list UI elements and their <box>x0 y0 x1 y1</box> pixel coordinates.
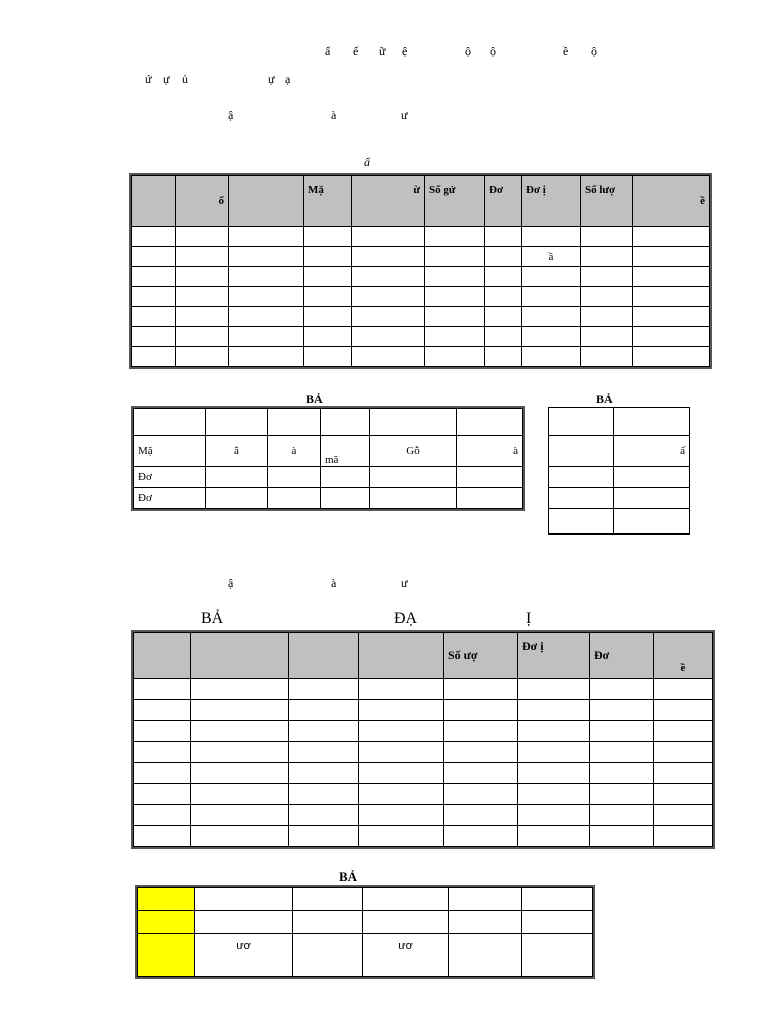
cell <box>321 467 370 488</box>
text-fragment: ư <box>401 576 408 590</box>
header-cell <box>191 633 289 679</box>
text-fragment: ậ <box>228 576 234 590</box>
cell <box>134 742 191 763</box>
cell: ươ <box>363 934 449 977</box>
header-cell: Số lượ <box>581 176 633 227</box>
cell <box>134 805 191 826</box>
cell <box>590 721 654 742</box>
cell <box>304 247 352 267</box>
table-row <box>132 267 710 287</box>
cell <box>614 509 690 534</box>
cell <box>633 227 710 247</box>
cell <box>444 700 518 721</box>
header-cell <box>359 633 444 679</box>
cell <box>191 721 289 742</box>
cell <box>654 700 713 721</box>
cell <box>633 287 710 307</box>
cell <box>522 307 581 327</box>
cell <box>522 934 593 977</box>
text-fragment: à <box>331 576 337 590</box>
cell <box>581 327 633 347</box>
cell <box>590 742 654 763</box>
cell <box>581 287 633 307</box>
cell <box>522 888 593 911</box>
cell <box>370 488 457 509</box>
header-cell <box>132 176 176 227</box>
table-row <box>132 307 710 327</box>
cell <box>633 307 710 327</box>
cell <box>654 721 713 742</box>
cell <box>654 679 713 700</box>
cell <box>293 911 363 934</box>
cell <box>549 408 614 436</box>
cell <box>352 287 425 307</box>
cell <box>425 267 485 287</box>
table2 <box>133 408 523 509</box>
cell: ấ <box>614 436 690 467</box>
cell <box>191 784 289 805</box>
cell <box>132 267 176 287</box>
table-row <box>134 742 713 763</box>
cell <box>132 347 176 367</box>
cell <box>134 763 191 784</box>
cell <box>654 784 713 805</box>
header-cell: Mặ <box>304 176 352 227</box>
table-row <box>134 679 713 700</box>
cell <box>191 679 289 700</box>
cell <box>191 700 289 721</box>
cell <box>485 247 522 267</box>
cell <box>289 679 359 700</box>
header-cell <box>229 176 304 227</box>
cell <box>581 247 633 267</box>
cell <box>449 911 522 934</box>
cell <box>449 888 522 911</box>
cell <box>457 488 523 509</box>
cell <box>518 763 590 784</box>
table-row <box>132 287 710 307</box>
cell <box>191 763 289 784</box>
table-row <box>134 700 713 721</box>
cell <box>229 247 304 267</box>
cell <box>268 488 321 509</box>
cell <box>195 911 293 934</box>
cell <box>176 247 229 267</box>
cell: ắ <box>206 436 268 467</box>
cell <box>191 805 289 826</box>
cell <box>229 307 304 327</box>
table4 <box>133 632 713 847</box>
cell <box>549 436 614 467</box>
table1-caption: ẩ <box>364 155 370 169</box>
cell <box>352 247 425 267</box>
header-cell <box>289 633 359 679</box>
cell <box>176 227 229 247</box>
text-fragment: ư <box>401 108 408 122</box>
cell <box>229 267 304 287</box>
cell: Mặ <box>134 436 206 467</box>
text-fragment: ộ <box>591 44 597 58</box>
table-row <box>134 805 713 826</box>
cell <box>370 409 457 436</box>
cell <box>633 347 710 367</box>
cell <box>289 700 359 721</box>
header-cell: Số gử <box>425 176 485 227</box>
cell <box>633 247 710 267</box>
cell <box>134 679 191 700</box>
table3 <box>548 407 690 535</box>
cell <box>132 307 176 327</box>
cell <box>359 805 444 826</box>
cell <box>176 347 229 367</box>
cell <box>289 805 359 826</box>
cell <box>522 227 581 247</box>
cell <box>138 888 195 911</box>
table5-title: BẢ <box>339 869 358 884</box>
header-cell: Đơ ị <box>518 633 590 679</box>
cell <box>518 784 590 805</box>
cell <box>134 826 191 847</box>
header-cell: Số ượ <box>444 633 518 679</box>
cell <box>229 227 304 247</box>
header-cell: ề <box>654 633 713 679</box>
cell <box>590 679 654 700</box>
cell <box>352 307 425 327</box>
cell <box>518 805 590 826</box>
cell <box>321 488 370 509</box>
cell <box>268 409 321 436</box>
cell <box>522 347 581 367</box>
cell <box>359 826 444 847</box>
cell <box>176 307 229 327</box>
cell <box>304 267 352 287</box>
cell <box>191 742 289 763</box>
cell <box>425 287 485 307</box>
cell <box>359 763 444 784</box>
cell <box>485 227 522 247</box>
cell: Gỗ <box>370 436 457 467</box>
text-fragment: ệ <box>402 44 408 58</box>
cell <box>449 934 522 977</box>
cell: ươ <box>195 934 293 977</box>
text-fragment: ề <box>563 44 569 58</box>
table-row <box>132 247 710 267</box>
header-cell: ề <box>633 176 710 227</box>
cell <box>549 467 614 488</box>
cell <box>633 327 710 347</box>
cell <box>134 784 191 805</box>
text-fragment: ộ <box>490 44 496 58</box>
cell <box>590 784 654 805</box>
cell <box>444 742 518 763</box>
cell <box>359 784 444 805</box>
table-row <box>132 327 710 347</box>
cell <box>633 267 710 287</box>
cell <box>359 700 444 721</box>
cell <box>654 805 713 826</box>
header-cell: ố <box>176 176 229 227</box>
cell <box>132 227 176 247</box>
cell <box>293 934 363 977</box>
cell <box>176 327 229 347</box>
cell <box>549 509 614 534</box>
cell <box>289 784 359 805</box>
cell <box>425 227 485 247</box>
table2-title: BẢ <box>306 392 323 406</box>
cell <box>289 763 359 784</box>
table-row <box>134 826 713 847</box>
cell <box>485 347 522 367</box>
cell <box>654 763 713 784</box>
section-title-part: ĐẠ <box>394 610 418 627</box>
cell <box>457 467 523 488</box>
cell <box>590 805 654 826</box>
cell <box>614 467 690 488</box>
cell <box>132 327 176 347</box>
text-fragment: ế <box>353 44 359 58</box>
cell <box>229 327 304 347</box>
cell <box>518 721 590 742</box>
cell <box>352 327 425 347</box>
table-row <box>134 784 713 805</box>
cell <box>206 467 268 488</box>
cell <box>304 307 352 327</box>
cell: mã <box>321 436 370 467</box>
cell <box>590 700 654 721</box>
text-fragment: ạ <box>285 72 291 86</box>
cell <box>304 327 352 347</box>
cell <box>289 721 359 742</box>
section-title-part: BẢ <box>201 610 224 627</box>
cell <box>485 307 522 327</box>
cell <box>522 287 581 307</box>
header-cell <box>134 633 191 679</box>
text-fragment: ữ <box>379 44 386 58</box>
table-row <box>132 347 710 367</box>
table5 <box>137 887 593 977</box>
cell <box>363 888 449 911</box>
cell <box>304 287 352 307</box>
cell <box>138 911 195 934</box>
cell: Đơ <box>134 488 206 509</box>
cell <box>352 227 425 247</box>
header-cell: ừ <box>352 176 425 227</box>
cell <box>654 826 713 847</box>
cell <box>359 679 444 700</box>
header-cell: Đơ <box>590 633 654 679</box>
cell <box>293 888 363 911</box>
cell <box>304 347 352 367</box>
text-fragment: ủ <box>182 72 188 86</box>
cell <box>549 488 614 509</box>
cell <box>425 327 485 347</box>
cell <box>444 784 518 805</box>
cell <box>425 247 485 267</box>
cell <box>132 247 176 267</box>
cell: ầ <box>522 247 581 267</box>
table-row <box>134 763 713 784</box>
cell <box>304 227 352 247</box>
cell <box>444 679 518 700</box>
cell <box>581 347 633 367</box>
header-cell: Đơ <box>485 176 522 227</box>
cell <box>485 327 522 347</box>
text-fragment: ự <box>163 72 170 86</box>
cell: à <box>457 436 523 467</box>
cell <box>518 742 590 763</box>
cell <box>581 227 633 247</box>
table-row <box>132 227 710 247</box>
text-fragment: ứ <box>145 72 152 86</box>
cell <box>359 742 444 763</box>
cell <box>132 287 176 307</box>
cell <box>134 700 191 721</box>
cell <box>289 826 359 847</box>
cell <box>229 287 304 307</box>
cell <box>581 267 633 287</box>
cell <box>206 488 268 509</box>
text-fragment: à <box>331 108 337 122</box>
text-fragment: ậ <box>228 108 234 122</box>
cell <box>229 347 304 367</box>
cell <box>138 934 195 977</box>
cell <box>457 409 523 436</box>
table3-title: BẢ <box>596 392 613 406</box>
cell <box>518 679 590 700</box>
cell <box>289 742 359 763</box>
text-fragment: ộ <box>465 44 471 58</box>
cell <box>176 267 229 287</box>
cell <box>134 721 191 742</box>
cell <box>485 267 522 287</box>
cell <box>370 467 457 488</box>
cell <box>444 721 518 742</box>
cell <box>518 700 590 721</box>
cell <box>522 267 581 287</box>
cell <box>614 408 690 436</box>
text-fragment: ấ <box>325 44 331 58</box>
cell <box>134 409 206 436</box>
cell <box>581 307 633 327</box>
cell <box>352 267 425 287</box>
cell <box>352 347 425 367</box>
cell: Đơ <box>134 467 206 488</box>
cell <box>590 826 654 847</box>
cell <box>614 488 690 509</box>
cell <box>363 911 449 934</box>
cell <box>321 409 370 436</box>
cell <box>176 287 229 307</box>
cell <box>485 287 522 307</box>
cell <box>268 467 321 488</box>
cell <box>425 347 485 367</box>
table1 <box>131 175 710 367</box>
cell: à <box>268 436 321 467</box>
cell <box>191 826 289 847</box>
cell <box>518 826 590 847</box>
cell <box>590 763 654 784</box>
cell <box>522 911 593 934</box>
cell <box>444 805 518 826</box>
section-title-part: Ị <box>526 610 532 627</box>
cell <box>654 742 713 763</box>
table-row <box>134 721 713 742</box>
cell <box>444 826 518 847</box>
cell <box>359 721 444 742</box>
header-cell: Đơ ị <box>522 176 581 227</box>
cell <box>444 763 518 784</box>
cell <box>206 409 268 436</box>
cell <box>195 888 293 911</box>
text-fragment: ự <box>268 72 275 86</box>
cell <box>425 307 485 327</box>
cell <box>522 327 581 347</box>
